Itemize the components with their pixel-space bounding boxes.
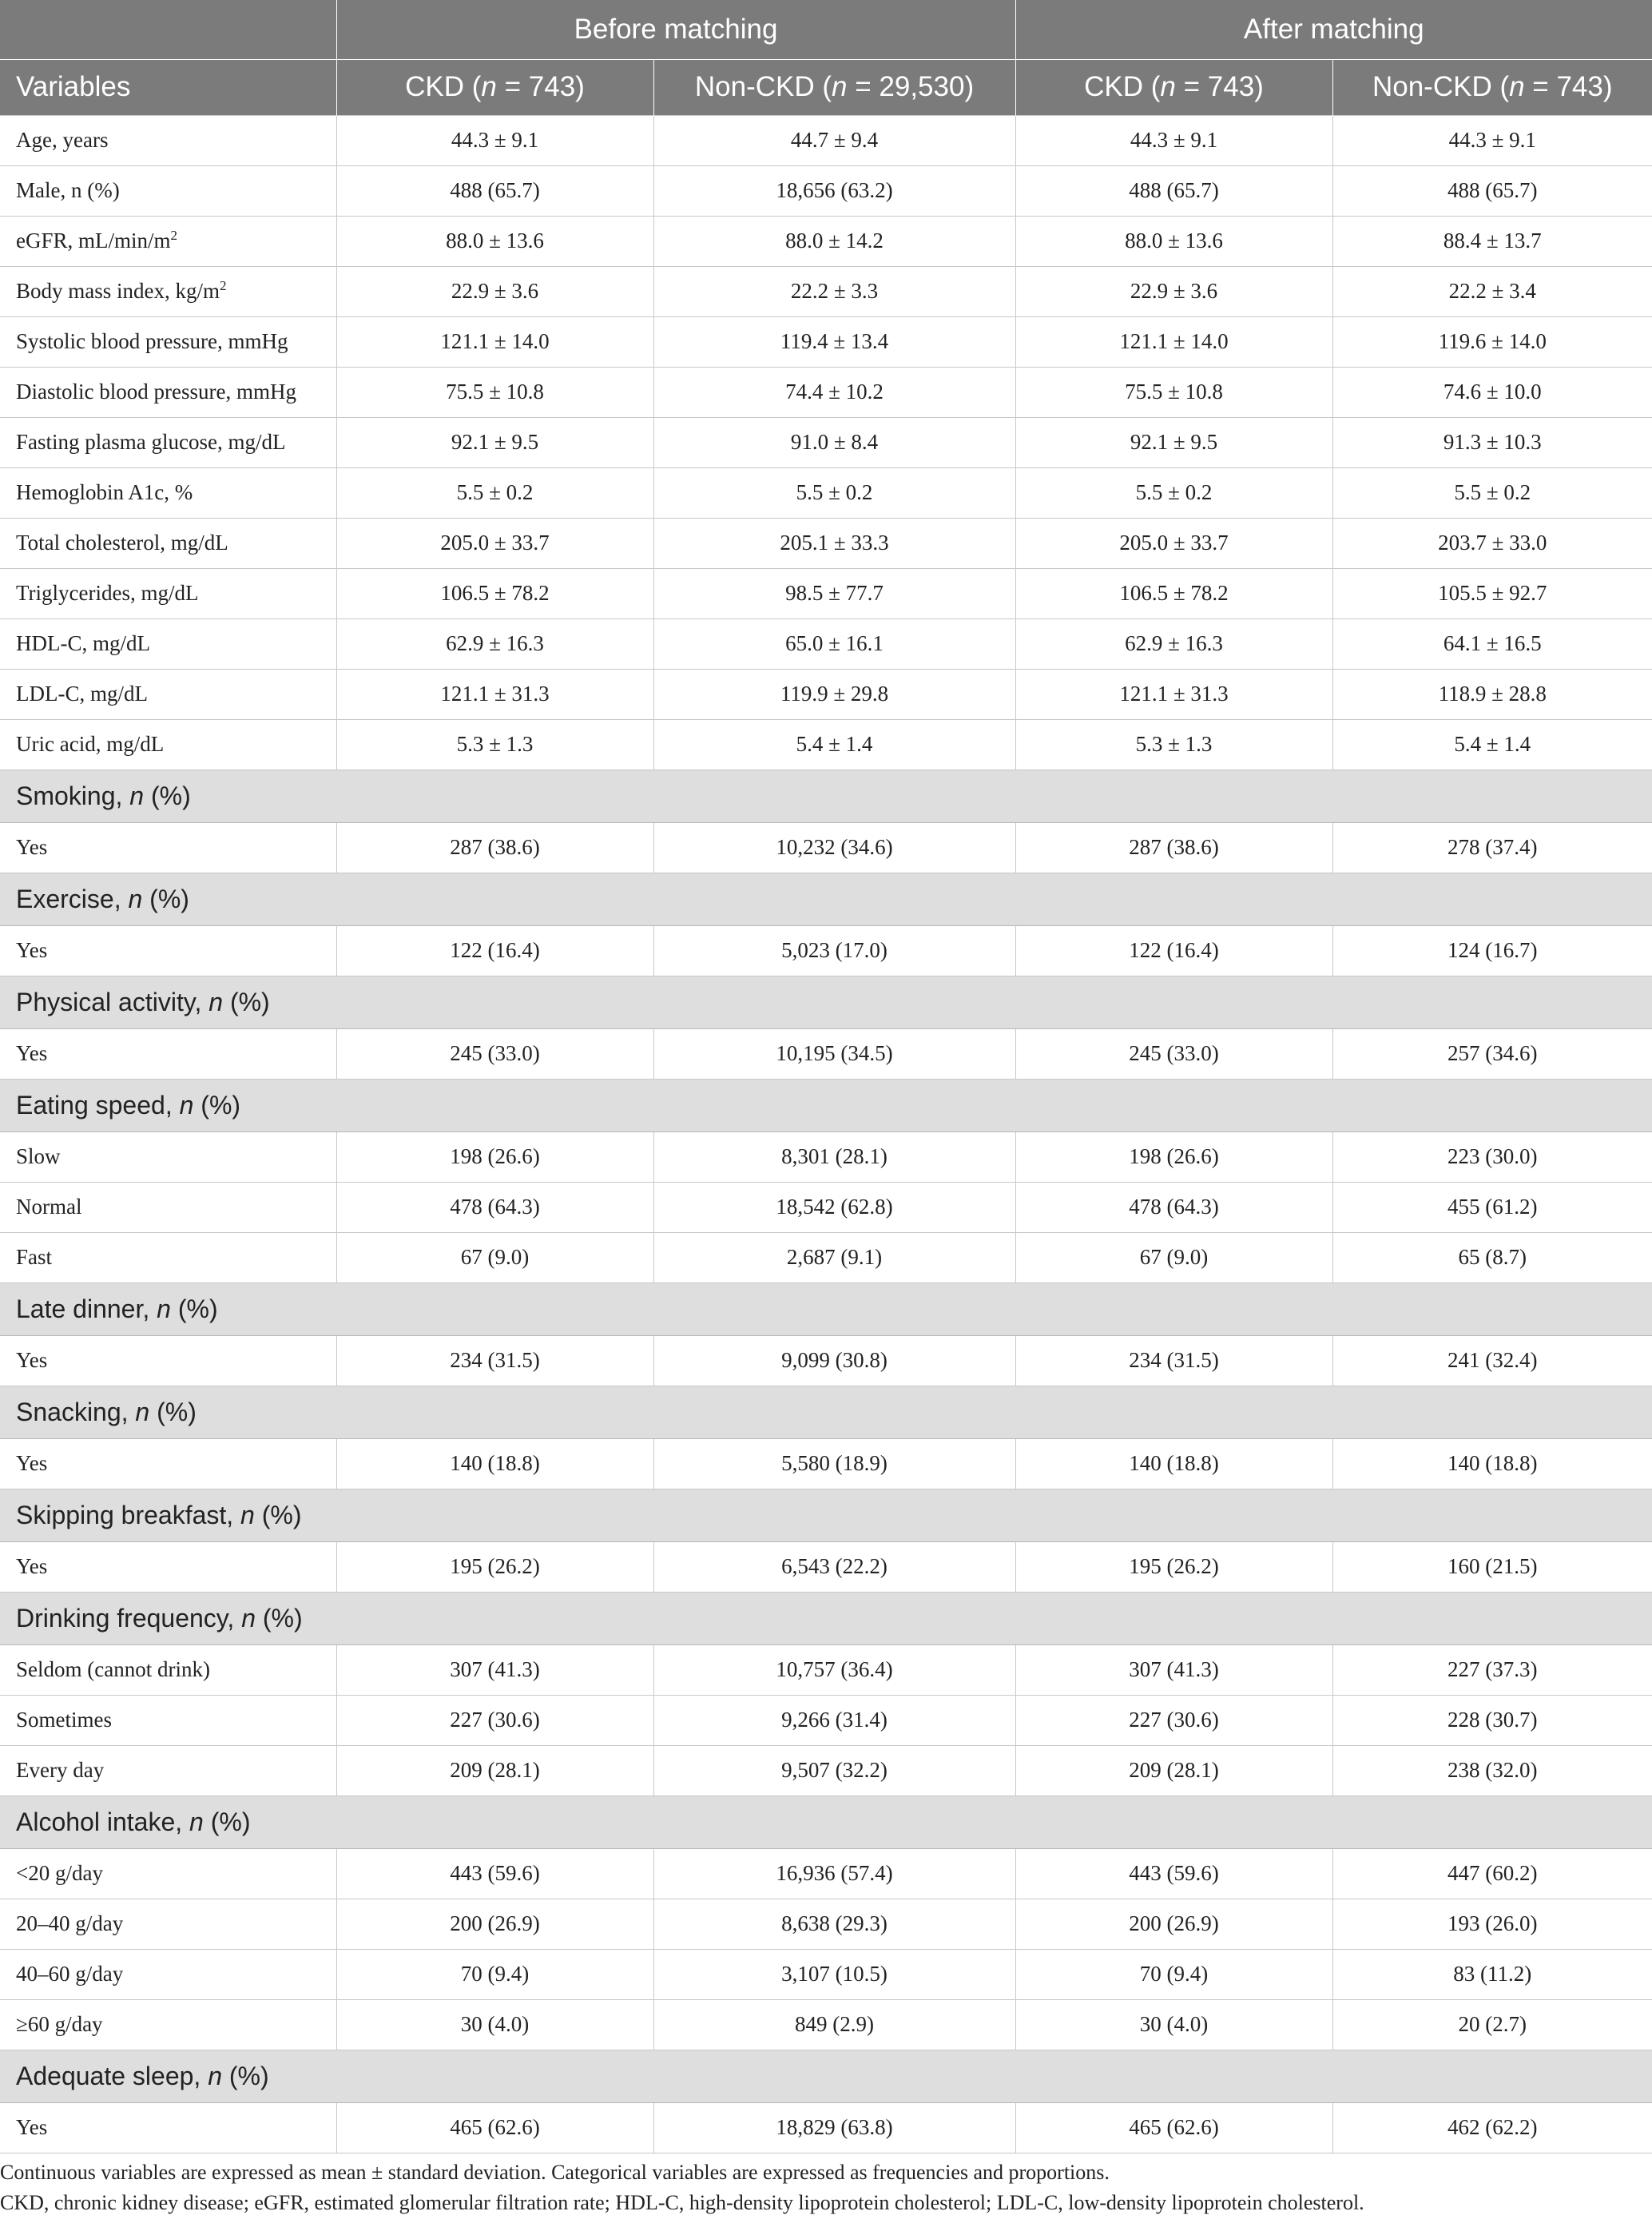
table-cell: 62.9 ± 16.3	[1015, 618, 1332, 669]
row-label	[0, 417, 336, 467]
table-cell: 121.1 ± 14.0	[336, 316, 653, 367]
table-cell: 228 (30.7)	[1332, 1695, 1652, 1745]
section-title-n: n	[135, 1397, 150, 1426]
section-title-text: Drinking frequency,	[16, 1603, 242, 1632]
table-cell: 205.1 ± 33.3	[653, 518, 1015, 568]
table-row	[0, 822, 1652, 873]
header-text-n: n	[832, 71, 848, 102]
table-row	[0, 266, 1652, 316]
table-cell: 74.6 ± 10.0	[1332, 367, 1652, 417]
table-cell: 5.5 ± 0.2	[336, 467, 653, 518]
table-cell: 198 (26.6)	[1015, 1131, 1332, 1182]
table-cell: 18,656 (63.2)	[653, 165, 1015, 216]
row-label-superscript: 2	[170, 228, 178, 243]
table-cell: 443 (59.6)	[1015, 1848, 1332, 1899]
row-label	[0, 1745, 336, 1796]
row-label-text: Yes	[16, 835, 48, 859]
table-cell: 88.0 ± 14.2	[653, 216, 1015, 266]
row-label-text: Male, n (%)	[16, 178, 120, 202]
table-cell: 849 (2.9)	[653, 1999, 1015, 2050]
section-title-n: n	[179, 1090, 194, 1119]
table-cell: 119.6 ± 14.0	[1332, 316, 1652, 367]
table-cell: 2,687 (9.1)	[653, 1232, 1015, 1283]
table-cell: 287 (38.6)	[336, 822, 653, 873]
section-title	[0, 1386, 1652, 1438]
table-cell: 98.5 ± 77.7	[653, 568, 1015, 618]
row-label-text: Yes	[16, 1451, 48, 1475]
header-blank-cell	[0, 0, 336, 59]
section-title-pct: (%)	[149, 1397, 197, 1426]
table-row	[0, 115, 1652, 165]
table-row	[0, 1695, 1652, 1745]
row-label	[0, 1899, 336, 1949]
table-cell: 238 (32.0)	[1332, 1745, 1652, 1796]
column-header-row	[0, 59, 1652, 115]
table-cell: 70 (9.4)	[336, 1949, 653, 1999]
table-cell: 121.1 ± 14.0	[1015, 316, 1332, 367]
table-cell: 22.9 ± 3.6	[1015, 266, 1332, 316]
table-cell: 234 (31.5)	[336, 1335, 653, 1386]
table-cell: 488 (65.7)	[336, 165, 653, 216]
section-title-pct: (%)	[221, 2061, 269, 2090]
row-label-text: Systolic blood pressure, mmHg	[16, 329, 288, 353]
table-row	[0, 316, 1652, 367]
table-cell: 10,195 (34.5)	[653, 1028, 1015, 1079]
table-cell: 488 (65.7)	[1332, 165, 1652, 216]
row-label-text: Yes	[16, 1554, 48, 1578]
table-row	[0, 2102, 1652, 2153]
row-label	[0, 518, 336, 568]
row-label-text: Sometimes	[16, 1708, 112, 1732]
table-row	[0, 1644, 1652, 1695]
section-title-pct: (%)	[170, 1294, 218, 1323]
footnote-line: CKD, chronic kidney disease; eGFR, estimated glomerular filtration rate; HDL-C, high-density lipoprotein cholesterol; LDL-C, low-density lipoprotein cholesterol.	[0, 2191, 1364, 2214]
row-label-text: Every day	[16, 1758, 105, 1782]
table-row	[0, 1335, 1652, 1386]
section-title-text: Exercise,	[16, 884, 129, 913]
table-cell: 124 (16.7)	[1332, 925, 1652, 976]
table-cell: 465 (62.6)	[1015, 2102, 1332, 2153]
row-label	[0, 1335, 336, 1386]
table-row	[0, 669, 1652, 719]
table-cell: 234 (31.5)	[1015, 1335, 1332, 1386]
row-label	[0, 925, 336, 976]
table-cell: 122 (16.4)	[1015, 925, 1332, 976]
row-label-text: LDL-C, mg/dL	[16, 682, 148, 706]
table-cell: 5.5 ± 0.2	[653, 467, 1015, 518]
row-label-text: eGFR, mL/min/m	[16, 229, 171, 253]
table-cell: 5,580 (18.9)	[653, 1438, 1015, 1489]
section-title	[0, 1283, 1652, 1335]
section-title-text: Physical activity,	[16, 987, 209, 1016]
table-cell: 91.0 ± 8.4	[653, 417, 1015, 467]
table-cell: 91.3 ± 10.3	[1332, 417, 1652, 467]
table-cell: 227 (37.3)	[1332, 1644, 1652, 1695]
section-title-n: n	[208, 2061, 222, 2090]
row-label	[0, 669, 336, 719]
row-label	[0, 568, 336, 618]
table-cell: 18,829 (63.8)	[653, 2102, 1015, 2153]
table-cell: 106.5 ± 78.2	[1015, 568, 1332, 618]
row-label-superscript: 2	[220, 278, 227, 293]
table-row	[0, 719, 1652, 770]
row-label-text: 40–60 g/day	[16, 1962, 124, 1986]
table-cell: 92.1 ± 9.5	[336, 417, 653, 467]
section-header-row	[0, 2050, 1652, 2102]
row-label-text: Uric acid, mg/dL	[16, 732, 165, 756]
table-row	[0, 1131, 1652, 1182]
table-cell: 209 (28.1)	[336, 1745, 653, 1796]
table-cell: 160 (21.5)	[1332, 1541, 1652, 1592]
section-header-row	[0, 770, 1652, 822]
section-title-text: Late dinner,	[16, 1294, 157, 1323]
row-label	[0, 316, 336, 367]
table-row	[0, 1848, 1652, 1899]
header-text-n: n	[1160, 71, 1176, 102]
table-cell: 119.4 ± 13.4	[653, 316, 1015, 367]
section-title	[0, 873, 1652, 925]
table-cell: 105.5 ± 92.7	[1332, 568, 1652, 618]
table-cell: 462 (62.2)	[1332, 2102, 1652, 2153]
table-cell: 455 (61.2)	[1332, 1182, 1652, 1232]
table-cell: 92.1 ± 9.5	[1015, 417, 1332, 467]
table-body	[0, 115, 1652, 2153]
header-text-rest: = 743)	[1175, 71, 1264, 102]
row-label-text: Normal	[16, 1195, 82, 1219]
table-cell: 198 (26.6)	[336, 1131, 653, 1182]
table-cell: 74.4 ± 10.2	[653, 367, 1015, 417]
column-header-ckd-before	[336, 59, 653, 115]
table-cell: 245 (33.0)	[336, 1028, 653, 1079]
header-text-n: n	[481, 71, 497, 102]
row-label-text: Fast	[16, 1245, 53, 1269]
table-cell: 5.5 ± 0.2	[1332, 467, 1652, 518]
group-header-row	[0, 0, 1652, 59]
section-header-row	[0, 873, 1652, 925]
table-cell: 478 (64.3)	[1015, 1182, 1332, 1232]
section-title-text: Smoking,	[16, 781, 130, 810]
table-cell: 195 (26.2)	[336, 1541, 653, 1592]
row-label	[0, 115, 336, 165]
table-cell: 22.9 ± 3.6	[336, 266, 653, 316]
table-cell: 30 (4.0)	[1015, 1999, 1332, 2050]
table-cell: 10,232 (34.6)	[653, 822, 1015, 873]
row-label	[0, 618, 336, 669]
row-label-text: Body mass index, kg/m	[16, 279, 220, 303]
section-title	[0, 1079, 1652, 1131]
table-row	[0, 1438, 1652, 1489]
section-title	[0, 1796, 1652, 1848]
section-title-pct: (%)	[256, 1603, 303, 1632]
section-title-pct: (%)	[193, 1090, 241, 1119]
table-cell: 106.5 ± 78.2	[336, 568, 653, 618]
table-cell: 478 (64.3)	[336, 1182, 653, 1232]
table-cell: 5.3 ± 1.3	[1015, 719, 1332, 770]
header-text-prefix: Non-CKD (	[694, 71, 832, 102]
table-cell: 227 (30.6)	[1015, 1695, 1332, 1745]
row-label-text: Diastolic blood pressure, mmHg	[16, 380, 296, 404]
table-cell: 83 (11.2)	[1332, 1949, 1652, 1999]
table-cell: 140 (18.8)	[1015, 1438, 1332, 1489]
table-row	[0, 467, 1652, 518]
table-cell: 88.0 ± 13.6	[336, 216, 653, 266]
row-label	[0, 1999, 336, 2050]
table-cell: 75.5 ± 10.8	[1015, 367, 1332, 417]
row-label-text: Hemoglobin A1c, %	[16, 480, 193, 504]
table-cell: 44.7 ± 9.4	[653, 115, 1015, 165]
table-row	[0, 165, 1652, 216]
table-cell: 22.2 ± 3.3	[653, 266, 1015, 316]
table-header	[0, 0, 1652, 115]
column-header-nonckd-after	[1332, 59, 1652, 115]
row-label-text: Yes	[16, 938, 48, 962]
row-label-text: <20 g/day	[16, 1861, 103, 1885]
column-header-ckd-after	[1015, 59, 1332, 115]
row-label-text: Yes	[16, 1348, 48, 1372]
table-cell: 88.0 ± 13.6	[1015, 216, 1332, 266]
table-row	[0, 367, 1652, 417]
table-cell: 122 (16.4)	[336, 925, 653, 976]
table-cell: 10,757 (36.4)	[653, 1644, 1015, 1695]
header-text-rest: = 743)	[496, 71, 585, 102]
row-label-text: Yes	[16, 2115, 48, 2139]
row-label	[0, 1644, 336, 1695]
group-header-after: After matching	[1015, 0, 1652, 59]
table-cell: 287 (38.6)	[1015, 822, 1332, 873]
row-label-text: Triglycerides, mg/dL	[16, 581, 199, 605]
table-row	[0, 1182, 1652, 1232]
table-row	[0, 568, 1652, 618]
table-cell: 5.5 ± 0.2	[1015, 467, 1332, 518]
table-cell: 140 (18.8)	[336, 1438, 653, 1489]
table-row	[0, 1999, 1652, 2050]
table-cell: 20 (2.7)	[1332, 1999, 1652, 2050]
row-label	[0, 1695, 336, 1745]
table-row	[0, 618, 1652, 669]
table-cell: 119.9 ± 29.8	[653, 669, 1015, 719]
section-header-row	[0, 1283, 1652, 1335]
table-cell: 200 (26.9)	[336, 1899, 653, 1949]
row-label	[0, 1028, 336, 1079]
table-cell: 223 (30.0)	[1332, 1131, 1652, 1182]
table-cell: 67 (9.0)	[1015, 1232, 1332, 1283]
row-label	[0, 1131, 336, 1182]
row-label	[0, 1848, 336, 1899]
table-cell: 241 (32.4)	[1332, 1335, 1652, 1386]
table-cell: 70 (9.4)	[1015, 1949, 1332, 1999]
table-cell: 65.0 ± 16.1	[653, 618, 1015, 669]
section-title	[0, 1489, 1652, 1541]
row-label	[0, 1541, 336, 1592]
row-label-text: Slow	[16, 1144, 61, 1168]
section-title-pct: (%)	[142, 884, 189, 913]
table-cell: 195 (26.2)	[1015, 1541, 1332, 1592]
table-cell: 257 (34.6)	[1332, 1028, 1652, 1079]
header-text-prefix: CKD (	[1084, 71, 1161, 102]
footnote-line: Continuous variables are expressed as mean ± standard deviation. Categorical variables are expressed as frequencies and proportions.	[0, 2161, 1110, 2184]
table-cell: 16,936 (57.4)	[653, 1848, 1015, 1899]
table-row	[0, 1232, 1652, 1283]
header-text-rest: = 743)	[1524, 71, 1613, 102]
table-row	[0, 1949, 1652, 1999]
table-cell: 118.9 ± 28.8	[1332, 669, 1652, 719]
section-title-pct: (%)	[144, 781, 191, 810]
section-header-row	[0, 1489, 1652, 1541]
table-cell: 5,023 (17.0)	[653, 925, 1015, 976]
section-header-row	[0, 1079, 1652, 1131]
row-label-text: HDL-C, mg/dL	[16, 631, 150, 655]
table-cell: 44.3 ± 9.1	[1015, 115, 1332, 165]
row-label	[0, 367, 336, 417]
row-label	[0, 719, 336, 770]
table-cell: 278 (37.4)	[1332, 822, 1652, 873]
table-cell: 62.9 ± 16.3	[336, 618, 653, 669]
table-cell: 75.5 ± 10.8	[336, 367, 653, 417]
table-row	[0, 417, 1652, 467]
table-cell: 8,638 (29.3)	[653, 1899, 1015, 1949]
section-title-pct: (%)	[203, 1807, 251, 1836]
section-title	[0, 1592, 1652, 1644]
table-cell: 193 (26.0)	[1332, 1899, 1652, 1949]
table-cell: 307 (41.3)	[336, 1644, 653, 1695]
table-cell: 121.1 ± 31.3	[1015, 669, 1332, 719]
section-title-text: Skipping breakfast,	[16, 1500, 241, 1529]
table-footnotes	[0, 2157, 1652, 2218]
table-cell: 18,542 (62.8)	[653, 1182, 1015, 1232]
section-header-row	[0, 1796, 1652, 1848]
row-label-text: ≥60 g/day	[16, 2012, 103, 2036]
table-cell: 447 (60.2)	[1332, 1848, 1652, 1899]
section-title	[0, 976, 1652, 1028]
table-cell: 65 (8.7)	[1332, 1232, 1652, 1283]
table-cell: 88.4 ± 13.7	[1332, 216, 1652, 266]
table-row	[0, 1541, 1652, 1592]
row-label	[0, 1182, 336, 1232]
table-cell: 22.2 ± 3.4	[1332, 266, 1652, 316]
table-cell: 121.1 ± 31.3	[336, 669, 653, 719]
table-cell: 307 (41.3)	[1015, 1644, 1332, 1695]
table-cell: 140 (18.8)	[1332, 1438, 1652, 1489]
row-label	[0, 1949, 336, 1999]
row-label	[0, 1232, 336, 1283]
table-cell: 9,507 (32.2)	[653, 1745, 1015, 1796]
row-label	[0, 467, 336, 518]
row-label-text: Age, years	[16, 128, 109, 152]
section-title-n: n	[157, 1294, 171, 1323]
section-title-text: Alcohol intake,	[16, 1807, 190, 1836]
row-label-text: Fasting plasma glucose, mg/dL	[16, 430, 286, 454]
table-cell: 5.4 ± 1.4	[1332, 719, 1652, 770]
column-header-variables: Variables	[0, 59, 336, 115]
table-cell: 5.3 ± 1.3	[336, 719, 653, 770]
header-text-n: n	[1509, 71, 1525, 102]
section-title-n: n	[128, 884, 143, 913]
row-label	[0, 266, 336, 316]
table-cell: 227 (30.6)	[336, 1695, 653, 1745]
section-title-n: n	[240, 1500, 255, 1529]
table-row	[0, 216, 1652, 266]
table-cell: 245 (33.0)	[1015, 1028, 1332, 1079]
table-cell: 6,543 (22.2)	[653, 1541, 1015, 1592]
row-label	[0, 822, 336, 873]
group-header-before: Before matching	[336, 0, 1015, 59]
table-cell: 9,099 (30.8)	[653, 1335, 1015, 1386]
table-cell: 44.3 ± 9.1	[1332, 115, 1652, 165]
row-label	[0, 1438, 336, 1489]
table-cell: 209 (28.1)	[1015, 1745, 1332, 1796]
table-cell: 465 (62.6)	[336, 2102, 653, 2153]
section-title-n: n	[189, 1807, 204, 1836]
table-row	[0, 925, 1652, 976]
header-text-prefix: Non-CKD (	[1372, 71, 1510, 102]
table-row	[0, 518, 1652, 568]
section-title-pct: (%)	[254, 1500, 302, 1529]
table-cell: 64.1 ± 16.5	[1332, 618, 1652, 669]
table-cell: 488 (65.7)	[1015, 165, 1332, 216]
table-cell: 203.7 ± 33.0	[1332, 518, 1652, 568]
row-label	[0, 2102, 336, 2153]
table-cell: 205.0 ± 33.7	[336, 518, 653, 568]
section-title-text: Eating speed,	[16, 1090, 180, 1119]
table-cell: 3,107 (10.5)	[653, 1949, 1015, 1999]
table-row	[0, 1899, 1652, 1949]
table-cell: 30 (4.0)	[336, 1999, 653, 2050]
table-row	[0, 1745, 1652, 1796]
section-header-row	[0, 1592, 1652, 1644]
section-title-n: n	[241, 1603, 256, 1632]
section-title-pct: (%)	[223, 987, 270, 1016]
column-header-nonckd-before	[653, 59, 1015, 115]
row-label-text: Seldom (cannot drink)	[16, 1657, 210, 1681]
section-header-row	[0, 976, 1652, 1028]
table-cell: 205.0 ± 33.7	[1015, 518, 1332, 568]
header-text-prefix: CKD (	[405, 71, 482, 102]
table-cell: 8,301 (28.1)	[653, 1131, 1015, 1182]
table-cell: 44.3 ± 9.1	[336, 115, 653, 165]
table-cell: 443 (59.6)	[336, 1848, 653, 1899]
header-text-rest: = 29,530)	[847, 71, 975, 102]
row-label-text: Yes	[16, 1041, 48, 1065]
section-title-text: Snacking,	[16, 1397, 136, 1426]
section-title	[0, 2050, 1652, 2102]
row-label-text: 20–40 g/day	[16, 1911, 124, 1935]
table-cell: 9,266 (31.4)	[653, 1695, 1015, 1745]
row-label	[0, 165, 336, 216]
table-row	[0, 1028, 1652, 1079]
table-cell: 200 (26.9)	[1015, 1899, 1332, 1949]
section-title	[0, 770, 1652, 822]
section-title-n: n	[208, 987, 224, 1016]
section-header-row	[0, 1386, 1652, 1438]
section-title-text: Adequate sleep,	[16, 2061, 208, 2090]
section-title-n: n	[129, 781, 145, 810]
row-label-text: Total cholesterol, mg/dL	[16, 531, 228, 555]
row-label	[0, 216, 336, 266]
table-cell: 67 (9.0)	[336, 1232, 653, 1283]
table-cell: 5.4 ± 1.4	[653, 719, 1015, 770]
